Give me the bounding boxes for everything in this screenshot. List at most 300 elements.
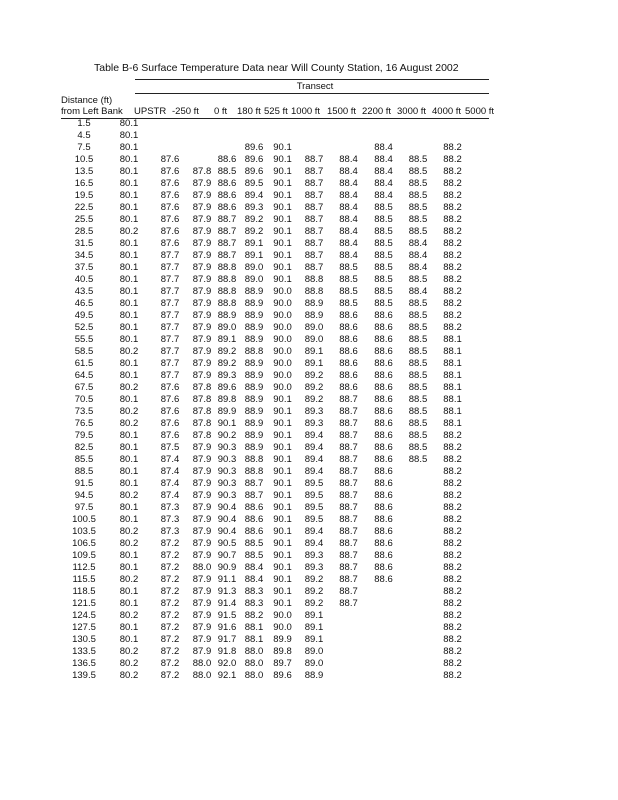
temperature-cell: 89.8: [217, 394, 237, 405]
temperature-cell: 88.4: [339, 154, 358, 165]
temperature-cell: 80.1: [119, 502, 139, 513]
temperature-cell: 87.6: [160, 202, 180, 213]
temperature-cell: 88.9: [244, 322, 264, 333]
temperature-cell: 88.9: [304, 310, 324, 321]
temperature-cell: 90.0: [273, 610, 292, 621]
temperature-cell: 87.9: [192, 586, 212, 597]
distance-cell: 22.5: [74, 202, 94, 213]
temperature-cell: 80.1: [119, 118, 139, 129]
table-row: [60, 382, 470, 394]
table-row: [60, 274, 470, 286]
temperature-cell: 80.1: [119, 238, 139, 249]
column-header: UPSTR: [134, 106, 167, 117]
temperature-cell: 90.1: [273, 250, 292, 261]
temperature-cell: 88.5: [408, 442, 428, 453]
temperature-cell: 80.1: [119, 394, 139, 405]
temperature-cell: 88.5: [374, 274, 393, 285]
temperature-cell: 88.9: [244, 394, 264, 405]
temperature-cell: [366, 610, 401, 622]
temperature-cell: 80.1: [119, 262, 139, 273]
temperature-cell: [401, 130, 435, 142]
temperature-cell: 80.1: [119, 310, 139, 321]
temperature-cell: 89.9: [273, 634, 292, 645]
temperature-cell: 80.1: [119, 622, 139, 633]
temperature-cell: [190, 118, 214, 130]
temperature-cell: 87.6: [160, 226, 180, 237]
temperature-cell: 90.1: [217, 418, 237, 429]
temperature-cell: 90.2: [217, 430, 237, 441]
distance-cell: 109.5: [72, 550, 96, 561]
temperature-cell: 89.2: [304, 370, 324, 381]
table-row: [60, 142, 470, 154]
temperature-cell: 88.5: [408, 382, 428, 393]
column-header: 4000 ft: [432, 106, 462, 117]
temperature-cell: [331, 646, 366, 658]
temperature-cell: 90.0: [273, 322, 292, 333]
temperature-cell: 87.4: [160, 454, 180, 465]
temperature-cell: 88.6: [374, 466, 393, 477]
temperature-cell: 88.2: [443, 154, 462, 165]
temperature-cell: [268, 130, 297, 142]
distance-cell: 19.5: [74, 190, 94, 201]
temperature-cell: [401, 598, 435, 610]
temperature-cell: 88.5: [408, 418, 428, 429]
table-row: [60, 502, 470, 514]
temperature-cell: 92.0: [217, 658, 237, 669]
temperature-cell: [366, 646, 401, 658]
temperature-cell: [401, 466, 435, 478]
table-row: [60, 202, 470, 214]
temperature-cell: 90.1: [273, 418, 292, 429]
temperature-cell: 88.3: [244, 598, 264, 609]
table-title: Table B-6 Surface Temperature Data near Will County Station, 16 August 2002: [94, 62, 459, 74]
temperature-cell: 88.6: [374, 550, 393, 561]
temperature-cell: 89.2: [304, 598, 324, 609]
temperature-cell: 88.2: [443, 658, 462, 669]
temperature-cell: 90.1: [273, 526, 292, 537]
temperature-cell: 87.9: [192, 262, 212, 273]
temperature-cell: 89.2: [304, 586, 324, 597]
temperature-cell: 88.2: [443, 238, 462, 249]
temperature-cell: 88.5: [374, 226, 393, 237]
temperature-cell: 89.4: [304, 454, 324, 465]
table-row: [60, 190, 470, 202]
temperature-cell: 89.6: [217, 382, 237, 393]
temperature-cell: 90.1: [273, 478, 292, 489]
temperature-cell: 89.2: [244, 226, 264, 237]
temperature-cell: 90.3: [217, 442, 237, 453]
temperature-cell: [401, 586, 435, 598]
table-row: [60, 286, 470, 298]
temperature-cell: 88.5: [408, 166, 428, 177]
temperature-cell: 91.8: [217, 646, 237, 657]
temperature-cell: [240, 130, 268, 142]
temperature-cell: 80.1: [119, 442, 139, 453]
temperature-cell: 88.2: [443, 622, 462, 633]
distance-cell: 106.5: [72, 538, 96, 549]
temperature-cell: 89.7: [273, 658, 292, 669]
temperature-cell: 80.1: [119, 130, 139, 141]
temperature-cell: 88.7: [217, 238, 237, 249]
temperature-cell: 88.1: [443, 406, 462, 417]
temperature-cell: 90.1: [273, 178, 292, 189]
temperature-cell: 90.1: [273, 154, 292, 165]
table-row: [60, 610, 470, 622]
temperature-cell: [190, 130, 214, 142]
temperature-cell: 88.5: [408, 226, 428, 237]
top-rule: [135, 79, 489, 80]
transect-rule: [135, 93, 489, 94]
temperature-cell: 87.3: [160, 526, 180, 537]
temperature-cell: 88.7: [304, 262, 324, 273]
distance-cell: 31.5: [74, 238, 94, 249]
table-row: [60, 658, 470, 670]
temperature-cell: 89.4: [304, 466, 324, 477]
temperature-cell: [401, 610, 435, 622]
temperature-cell: 88.9: [244, 334, 264, 345]
temperature-cell: 90.1: [273, 226, 292, 237]
temperature-cell: 88.5: [217, 166, 237, 177]
table-row: [60, 526, 470, 538]
temperature-cell: 88.8: [244, 466, 264, 477]
temperature-cell: [331, 658, 366, 670]
temperature-cell: 90.0: [273, 298, 292, 309]
temperature-cell: 80.1: [119, 514, 139, 525]
table-row: [60, 562, 470, 574]
table-row: [60, 406, 470, 418]
temperature-cell: [366, 634, 401, 646]
temperature-cell: 88.0: [192, 670, 212, 681]
temperature-cell: 88.6: [374, 382, 393, 393]
distance-cell: 67.5: [74, 382, 94, 393]
temperature-cell: 87.5: [160, 442, 180, 453]
temperature-cell: 88.7: [339, 394, 358, 405]
temperature-cell: [401, 574, 435, 586]
temperature-cell: 87.4: [160, 466, 180, 477]
temperature-cell: 91.6: [217, 622, 237, 633]
temperature-cell: 88.6: [339, 382, 358, 393]
distance-cell: 97.5: [74, 502, 94, 513]
distance-cell: 133.5: [72, 646, 96, 657]
temperature-cell: 80.1: [119, 634, 139, 645]
temperature-cell: 88.7: [304, 214, 324, 225]
temperature-cell: 88.2: [443, 202, 462, 213]
temperature-cell: 88.5: [408, 454, 428, 465]
temperature-cell: 89.9: [217, 406, 237, 417]
temperature-cell: 89.2: [244, 214, 264, 225]
temperature-cell: [331, 118, 366, 130]
temperature-cell: 87.2: [160, 598, 180, 609]
temperature-cell: 88.2: [443, 634, 462, 645]
temperature-cell: 80.2: [119, 418, 139, 429]
temperature-cell: 89.4: [304, 538, 324, 549]
temperature-cell: [401, 646, 435, 658]
distance-cell: 58.5: [74, 346, 94, 357]
temperature-cell: 87.2: [160, 622, 180, 633]
temperature-cell: 88.2: [443, 478, 462, 489]
temperature-cell: 88.4: [339, 250, 358, 261]
table-row: [60, 262, 470, 274]
temperature-cell: 88.1: [443, 418, 462, 429]
distance-cell: 43.5: [74, 286, 94, 297]
temperature-cell: 89.0: [244, 274, 264, 285]
temperature-cell: [150, 118, 190, 130]
temperature-cell: 90.1: [273, 430, 292, 441]
temperature-cell: 87.3: [160, 514, 180, 525]
temperature-cell: 90.1: [273, 454, 292, 465]
temperature-cell: 88.7: [339, 478, 358, 489]
distance-cell: 55.5: [74, 334, 94, 345]
temperature-cell: 88.2: [443, 274, 462, 285]
temperature-cell: 89.5: [304, 514, 324, 525]
temperature-cell: 88.5: [408, 202, 428, 213]
temperature-cell: 89.6: [244, 166, 264, 177]
temperature-cell: [401, 634, 435, 646]
temperature-cell: 88.6: [374, 514, 393, 525]
temperature-cell: 88.7: [304, 250, 324, 261]
temperature-cell: 88.5: [408, 358, 428, 369]
temperature-cell: 88.1: [443, 334, 462, 345]
temperature-cell: 90.1: [273, 166, 292, 177]
distance-cell: 139.5: [72, 670, 96, 681]
temperature-cell: 90.1: [273, 550, 292, 561]
temperature-cell: 89.1: [304, 610, 324, 621]
temperature-cell: 87.6: [160, 394, 180, 405]
temperature-cell: 88.0: [192, 562, 212, 573]
temperature-cell: [401, 118, 435, 130]
distance-cell: 25.5: [74, 214, 94, 225]
distance-cell: 52.5: [74, 322, 94, 333]
table-row: [60, 598, 470, 610]
temperature-cell: 87.9: [192, 250, 212, 261]
column-header: 5000 ft: [465, 106, 495, 117]
temperature-cell: 88.2: [443, 190, 462, 201]
temperature-cell: 87.6: [160, 382, 180, 393]
temperature-cell: 88.6: [374, 394, 393, 405]
temperature-cell: 88.7: [244, 490, 264, 501]
temperature-cell: 88.6: [374, 502, 393, 513]
temperature-cell: 88.5: [374, 214, 393, 225]
temperature-cell: [331, 670, 366, 682]
temperature-cell: 88.8: [244, 454, 264, 465]
temperature-cell: 89.1: [304, 634, 324, 645]
temperature-cell: [366, 130, 401, 142]
row-header-line1: Distance (ft): [61, 95, 113, 106]
temperature-cell: 88.5: [408, 334, 428, 345]
temperature-cell: 87.2: [160, 550, 180, 561]
temperature-cell: 88.5: [244, 538, 264, 549]
temperature-cell: 88.1: [443, 358, 462, 369]
temperature-cell: 88.4: [408, 262, 428, 273]
temperature-cell: 87.8: [192, 418, 212, 429]
temperature-cell: 87.2: [160, 658, 180, 669]
temperature-cell: 88.7: [304, 166, 324, 177]
temperature-cell: 90.9: [217, 562, 237, 573]
temperature-cell: 88.5: [408, 406, 428, 417]
temperature-cell: 80.1: [119, 370, 139, 381]
table-row: [60, 394, 470, 406]
temperature-cell: 88.9: [244, 286, 264, 297]
temperature-cell: 87.9: [192, 526, 212, 537]
column-header: -250 ft: [172, 106, 199, 117]
temperature-cell: 89.5: [304, 490, 324, 501]
temperature-cell: 80.2: [119, 382, 139, 393]
temperature-cell: 87.9: [192, 454, 212, 465]
distance-cell: 127.5: [72, 622, 96, 633]
distance-cell: 88.5: [74, 466, 94, 477]
temperature-cell: 88.2: [443, 598, 462, 609]
temperature-cell: 87.6: [160, 430, 180, 441]
temperature-cell: 90.1: [273, 142, 292, 153]
temperature-cell: 90.1: [273, 598, 292, 609]
temperature-cell: 88.4: [408, 286, 428, 297]
temperature-cell: 88.7: [304, 238, 324, 249]
temperature-cell: 90.1: [273, 562, 292, 573]
temperature-cell: 89.0: [304, 658, 324, 669]
distance-cell: 112.5: [72, 562, 96, 573]
temperature-cell: 88.7: [304, 190, 324, 201]
temperature-cell: 88.2: [443, 166, 462, 177]
temperature-cell: 88.6: [374, 346, 393, 357]
temperature-cell: 88.6: [374, 430, 393, 441]
temperature-cell: [401, 658, 435, 670]
temperature-cell: 88.7: [304, 154, 324, 165]
table-row: [60, 154, 470, 166]
temperature-cell: 88.9: [244, 418, 264, 429]
distance-cell: 37.5: [74, 262, 94, 273]
temperature-cell: 90.0: [273, 286, 292, 297]
temperature-cell: 80.1: [119, 334, 139, 345]
temperature-cell: 88.9: [244, 370, 264, 381]
temperature-cell: 88.7: [339, 490, 358, 501]
temperature-cell: 87.6: [160, 166, 180, 177]
temperature-cell: 88.2: [443, 442, 462, 453]
temperature-cell: 88.5: [408, 214, 428, 225]
temperature-cell: [435, 130, 470, 142]
distance-cell: 49.5: [74, 310, 94, 321]
temperature-cell: 87.9: [192, 178, 212, 189]
temperature-cell: 87.9: [192, 190, 212, 201]
temperature-cell: 88.5: [408, 370, 428, 381]
distance-cell: 121.5: [72, 598, 96, 609]
temperature-cell: [331, 610, 366, 622]
temperature-cell: [435, 118, 470, 130]
temperature-cell: 89.1: [304, 358, 324, 369]
temperature-cell: 89.3: [304, 550, 324, 561]
temperature-cell: [401, 562, 435, 574]
distance-cell: 64.5: [74, 370, 94, 381]
temperature-cell: 87.9: [192, 238, 212, 249]
temperature-cell: 88.2: [443, 142, 462, 153]
temperature-cell: 88.6: [374, 358, 393, 369]
temperature-cell: 88.1: [443, 394, 462, 405]
temperature-cell: 90.0: [273, 358, 292, 369]
temperature-cell: 88.4: [339, 190, 358, 201]
temperature-cell: 90.3: [217, 478, 237, 489]
temperature-cell: 88.6: [374, 406, 393, 417]
temperature-cell: 80.2: [119, 646, 139, 657]
temperature-cell: 88.8: [304, 274, 324, 285]
temperature-cell: [366, 622, 401, 634]
temperature-cell: 88.9: [217, 310, 237, 321]
temperature-cell: 87.9: [192, 358, 212, 369]
temperature-cell: 88.2: [443, 250, 462, 261]
temperature-cell: 87.7: [160, 370, 180, 381]
temperature-cell: 90.1: [273, 190, 292, 201]
transect-label: Transect: [296, 81, 334, 92]
temperature-cell: 87.9: [192, 634, 212, 645]
temperature-cell: 90.0: [273, 370, 292, 381]
table-row: [60, 130, 470, 142]
column-header: 0 ft: [214, 106, 228, 117]
table-row: [60, 454, 470, 466]
distance-cell: 10.5: [74, 154, 94, 165]
temperature-cell: 88.7: [339, 454, 358, 465]
temperature-cell: 90.1: [273, 586, 292, 597]
temperature-cell: 88.2: [443, 550, 462, 561]
temperature-cell: [150, 130, 190, 142]
temperature-cell: 88.9: [304, 670, 324, 681]
table-row: [60, 310, 470, 322]
temperature-cell: 87.9: [192, 346, 212, 357]
temperature-cell: 80.1: [119, 598, 139, 609]
temperature-cell: [240, 118, 268, 130]
temperature-cell: 87.7: [160, 286, 180, 297]
temperature-cell: 80.1: [119, 562, 139, 573]
temperature-cell: 87.9: [192, 490, 212, 501]
temperature-cell: 88.6: [244, 514, 264, 525]
column-header: 1000 ft: [291, 106, 321, 117]
distance-cell: 70.5: [74, 394, 94, 405]
temperature-cell: 88.7: [339, 514, 358, 525]
temperature-cell: 87.7: [160, 358, 180, 369]
temperature-cell: 80.1: [119, 286, 139, 297]
temperature-cell: 80.2: [119, 346, 139, 357]
temperature-cell: 88.5: [244, 550, 264, 561]
temperature-cell: 80.1: [119, 478, 139, 489]
temperature-cell: 87.7: [160, 334, 180, 345]
distance-cell: 7.5: [77, 142, 91, 153]
temperature-cell: 88.9: [244, 430, 264, 441]
temperature-cell: [331, 130, 366, 142]
temperature-cell: 89.2: [304, 382, 324, 393]
temperature-cell: 88.7: [339, 562, 358, 573]
temperature-cell: 80.1: [119, 454, 139, 465]
temperature-cell: 88.6: [374, 442, 393, 453]
temperature-cell: 88.8: [244, 346, 264, 357]
temperature-cell: 87.2: [160, 670, 180, 681]
temperature-cell: 88.7: [339, 466, 358, 477]
table-row: [60, 622, 470, 634]
temperature-cell: 89.3: [217, 370, 237, 381]
temperature-cell: 90.1: [273, 574, 292, 585]
temperature-cell: 87.2: [160, 634, 180, 645]
temperature-cell: 88.5: [408, 430, 428, 441]
temperature-cell: 88.6: [217, 202, 237, 213]
temperature-cell: 89.0: [244, 262, 264, 273]
temperature-cell: 88.2: [443, 586, 462, 597]
temperature-cell: 88.6: [374, 334, 393, 345]
temperature-cell: 90.1: [273, 466, 292, 477]
temperature-cell: 87.3: [160, 502, 180, 513]
temperature-cell: [366, 670, 401, 682]
temperature-cell: [401, 526, 435, 538]
table-row: [60, 466, 470, 478]
temperature-cell: 88.5: [408, 154, 428, 165]
temperature-cell: 88.0: [244, 658, 264, 669]
temperature-cell: 88.7: [304, 202, 324, 213]
temperature-cell: [331, 622, 366, 634]
